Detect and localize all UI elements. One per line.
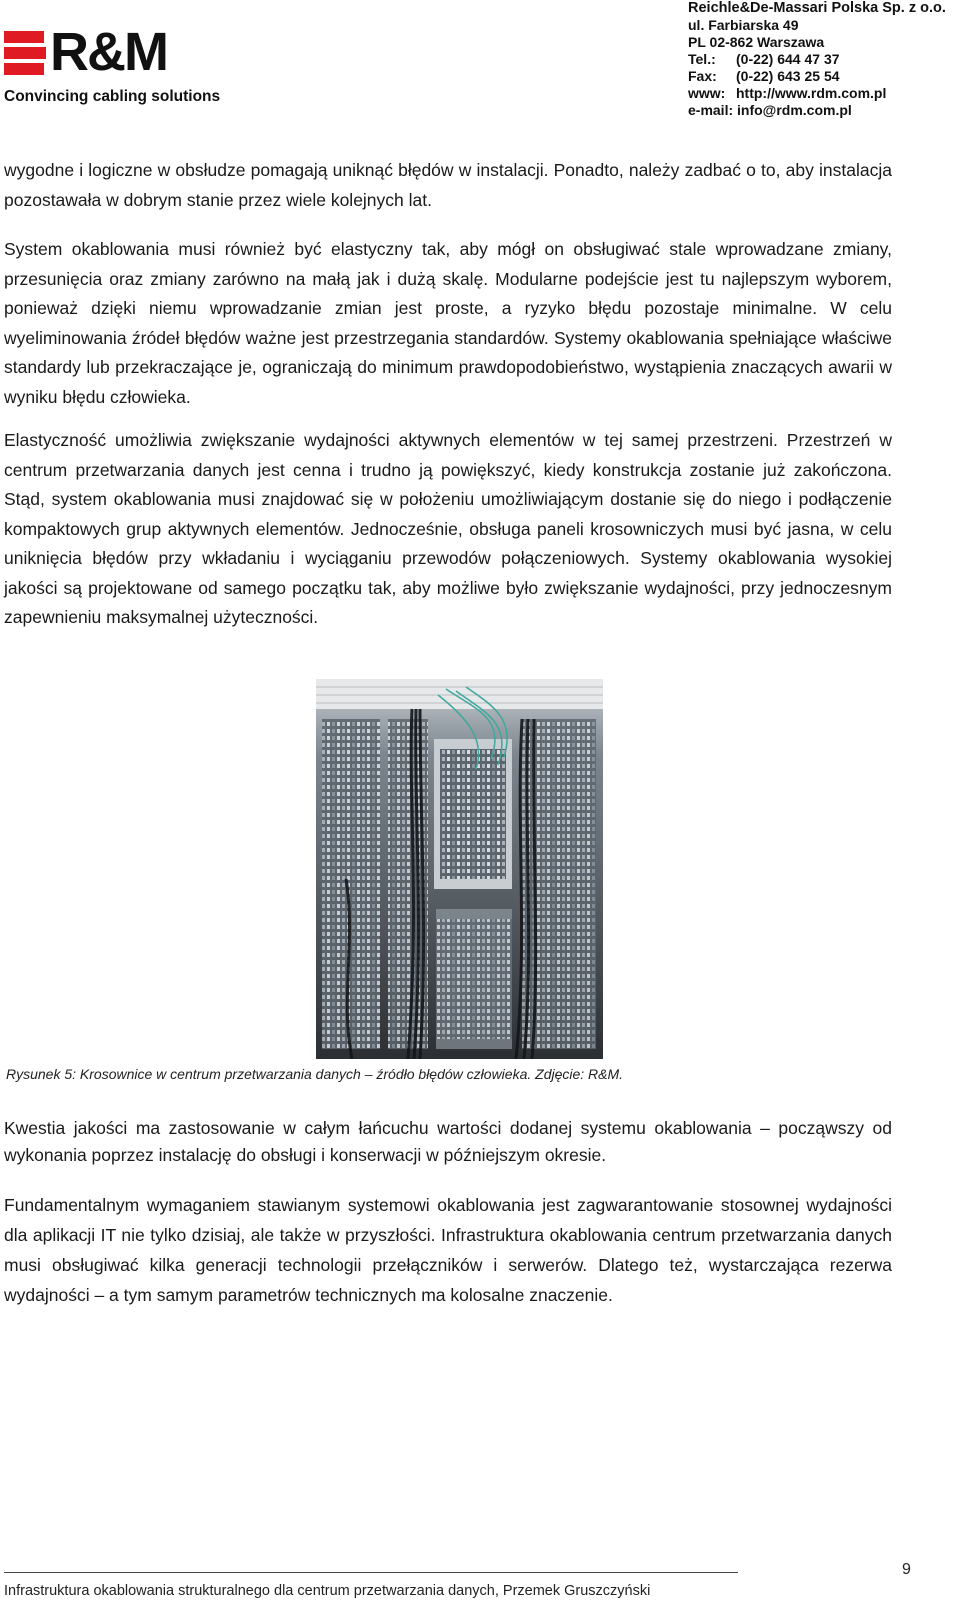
address-www xyxy=(688,85,960,102)
figure-caption: Rysunek 5: Krosownice w centrum przetwarzania danych – źródło błędów człowieka. Zdjęcie: R&M. xyxy=(6,1066,624,1082)
company-address xyxy=(688,0,960,119)
paragraph: Fundamentalnym wymaganiem stawianym systemowi okablowania jest zagwarantowanie stosownej wydajności dla aplikacji IT nie tylko dzisiaj, ale także w przyszłości. Infrastruktura okablowania centrum przetwarzania danych musi obsługiwać kilka generacji technologii przełączników i serwerów. Dlatego też, wystarczająca rezerwa wydajności – a tym samym parametrów technicznych ma kolosalne znaczenie. xyxy=(4,1195,892,1305)
www-label: www: xyxy=(688,85,726,101)
address-city: PL 02-862 Warszawa xyxy=(688,34,825,50)
tel-value: (0-22) 644 47 37 xyxy=(736,51,840,67)
www-link[interactable]: http://www.rdm.com.pl xyxy=(736,85,887,101)
paragraph: wygodne i logiczne w obsłudze pomagają uniknąć błędów w instalacji. Ponadto, należy zadbać o to, aby instalacja pozostawała w dobrym stanie przez wiele kolejnych lat. xyxy=(4,160,892,210)
paragraph: System okablowania musi również być elastyczny tak, aby mógł on obsługiwać stale wprowadzane zmiany, przesunięcia oraz zmiany zarówno na małą jak i dużą skalę. Modularne podejście jest tu najlepszym wyborem, ponieważ dzięki niemu wprowadzanie zmian jest proste, a ryzyko błędu pozostaje minimalne. W celu wyeliminowania źródeł błędów ważne jest przestrzegania standardów. Systemy okablowania spełniające właściwe standardy lub przekraczające je, ograniczają do minimum prawdopodobieństwo, wystąpienia znaczących awarii w wyniku błędu człowieka. xyxy=(4,239,892,407)
server-rack-image-icon xyxy=(316,679,603,1059)
body-text-2 xyxy=(4,1115,892,1310)
tel-label: Tel.: xyxy=(688,51,716,67)
fax-value: (0-22) 643 25 54 xyxy=(736,68,840,84)
footer-title: Infrastruktura okablowania strukturalnego dla centrum przetwarzania danych, Przemek Gruszczyński xyxy=(4,1583,651,1599)
rm-logo xyxy=(4,22,244,110)
address-email[interactable]: e-mail: info@rdm.com.pl xyxy=(688,102,852,118)
address-tel xyxy=(688,51,960,68)
logo-bars-icon xyxy=(4,31,46,77)
paragraph: Elastyczność umożliwia zwiększanie wydajności aktywnych elementów w tej samej przestrzeni. Przestrzeń w centrum przetwarzania danych jest cenna i trudno ją powiększyć, kiedy konstrukcja zostanie już zakończona. Stąd, system okablowania musi znajdować się w położeniu umożliwiającym dostanie się do niego i podłączenie kompaktowych grup aktywnych elementów. Jednocześnie, obsługa paneli krosowniczych musi być jasna, w celu uniknięcia błędów przy wkładaniu i wyciąganiu przewodów połączeniowych. Systemy okablowania wysokiej jakości są projektowane od samego początku tak, aby możliwe było zwiększanie wydajności, przy jednoczesnym zapewnieniu maksymalnej użyteczności. xyxy=(4,430,892,627)
fax-label: Fax: xyxy=(688,68,717,84)
page-number: 9 xyxy=(902,1561,911,1578)
page-header xyxy=(0,0,960,125)
address-street: ul. Farbiarska 49 xyxy=(688,17,799,33)
patch-panel-photo xyxy=(316,679,603,1059)
body-text xyxy=(4,156,892,633)
logo-tagline: Convincing cabling solutions xyxy=(4,88,221,105)
footer-divider xyxy=(4,1572,738,1573)
paragraph: Kwestia jakości ma zastosowanie w całym łańcuchu wartości dodanej systemu okablowania – począwszy od wykonania poprzez instalację do obsługi i konserwacji w późniejszym okresie. xyxy=(4,1118,892,1165)
company-name: Reichle&De-Massari Polska Sp. z o.o. xyxy=(688,0,946,16)
address-fax xyxy=(688,68,960,85)
logo-wordmark: R&M xyxy=(50,22,167,82)
